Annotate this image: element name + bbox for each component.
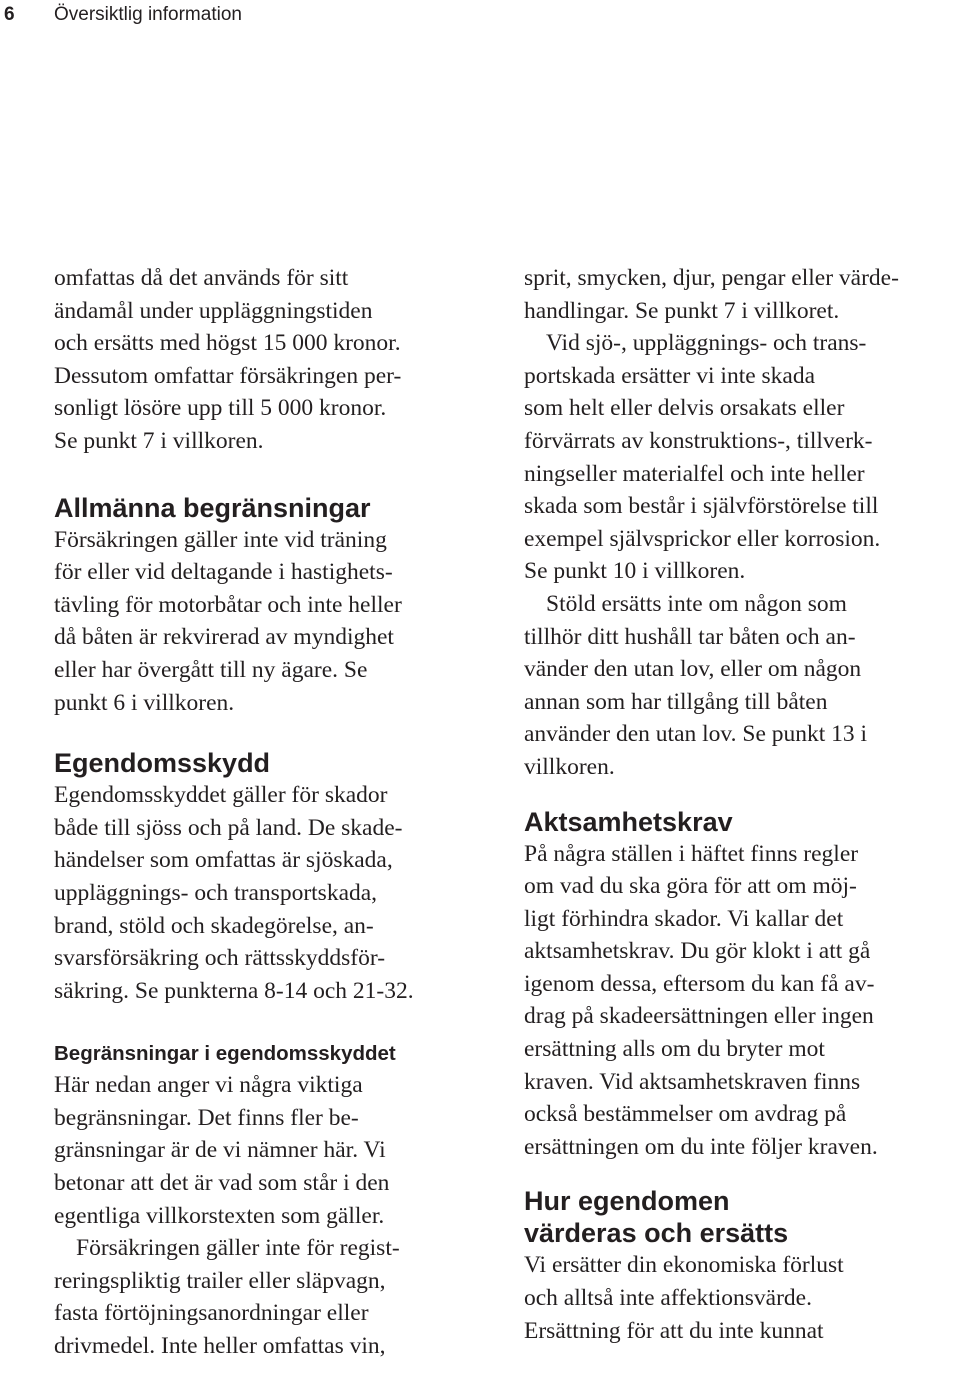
paragraph-stold: Stöld ersätts inte om någon som tillhör ditt hushåll tar båten och an- vänder den utan lov, eller om någon annan som har tillgång till båten använder den utan lov. Se punkt 13 i villkoren.	[524, 590, 868, 780]
intro-paragraph: omfattas då det används för sitt ändamål under uppläggningstiden och ersätts med högst 15 000 kronor. Dessutom omfattar försäkringen per- sonligt lösöre upp till 5 000 kronor. Se punkt 7 i villkoren.	[54, 265, 402, 454]
paragraph-hur-egendomen-varderas: Vi ersätter din ekonomiska förlust och alltså inte affektionsvärde. Ersättning för att du inte kunnat	[524, 1252, 844, 1344]
paragraph-egendomsskydd: Egendomsskyddet gäller för skador både till sjöss och på land. De skade- händelser som omfattas är sjöskada, uppläggnings- och transportskada, brand, stöld och skadegörelse, an- svarsförsäkring och rättsskyddsför- säkring. Se punkterna 8-14 och 21-32.	[54, 782, 414, 1004]
paragraph-sjoskada: Vid sjö-, uppläggnings- och trans- portskada ersätter vi inte skada som helt eller delvis orsakats eller förvärrats av konstruktions-, tillverk- ningseller materialfel och inte heller skada som består i självförstörelse till exempel självsprickor eller korrosion. Se punkt 10 i villkoren.	[524, 330, 881, 585]
paragraph-allmanna-begransningar: Försäkringen gäller inte vid träning för eller vid deltagande i hastighets- tävling för motorbåtar och inte heller då båten är rekvirerad av myndighet eller har övergått till ny ägare. Se punkt 6 i villkoren.	[54, 526, 402, 716]
heading-begransningar-egendomsskyddet: Begränsningar i egendomsskyddet	[54, 1042, 396, 1066]
heading-egendomsskydd: Egendomsskydd	[54, 748, 271, 779]
paragraph-begransningar-1: Här nedan anger vi några viktiga begränsningar. Det finns fler be- gränsningar är de vi nämner här. Vi betonar att det är vad som står i den egentliga villkorstexten som gäller.	[54, 1072, 390, 1229]
left-column	[54, 262, 472, 1363]
heading-hur-egendomen-varderas: Hur egendomen värderas och ersätts	[524, 1186, 789, 1249]
running-header-title: Översiktlig information	[54, 4, 242, 25]
page-number: 6	[4, 4, 15, 25]
paragraph-aktsamhetskrav: På några ställen i häftet finns regler om vad du ska göra för att om möj- ligt förhindra skador. Vi kallar det aktsamhetskrav. Du gör klokt i att gå igenom dessa, eftersom du kan få av- drag på skadeersättningen eller ingen ersättning alls om du bryter mot kraven. Vid aktsamhetskraven finns också bestämmelser om avdrag på ersättningen om du inte följer kraven.	[524, 840, 878, 1160]
heading-aktsamhetskrav: Aktsamhetskrav	[524, 806, 733, 837]
continued-paragraph: sprit, smycken, djur, pengar eller värde- handlingar. Se punkt 7 i villkoret.	[524, 265, 899, 324]
right-column	[524, 262, 958, 1347]
heading-allmanna-begransningar: Allmänna begränsningar	[54, 492, 371, 523]
paragraph-begransningar-2: Försäkringen gäller inte för regist- reringspliktig trailer eller släpvagn, fasta förtöjningsanordningar eller drivmedel. Inte heller omfattas vin,	[54, 1235, 400, 1360]
